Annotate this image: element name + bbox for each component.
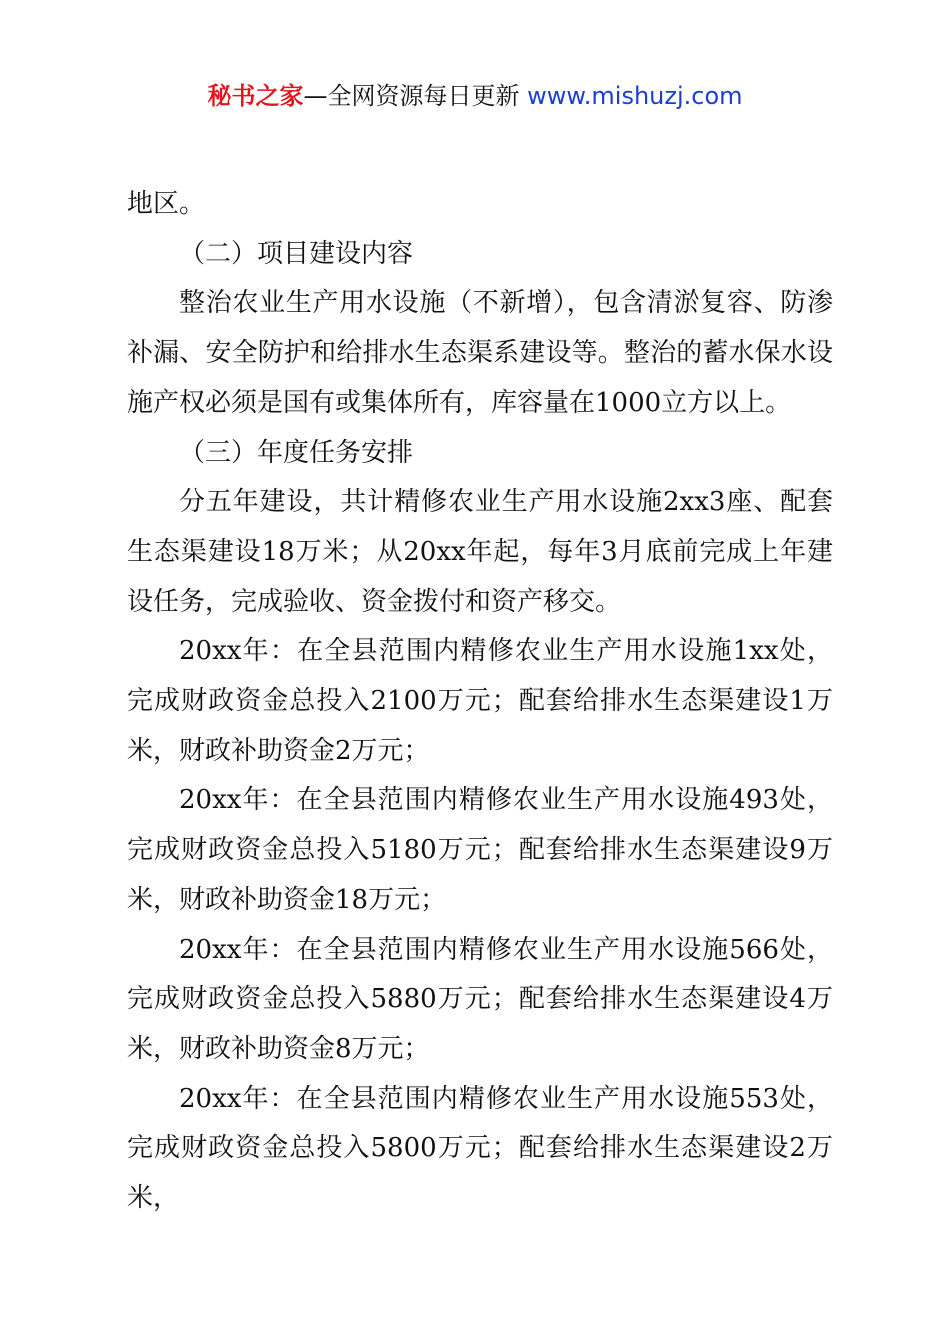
page-header — [0, 80, 950, 112]
paragraph-year-3: 20xx年：在全县范围内精修农业生产用水设施566处，完成财政资金总投入5880万元；配套给排水生态渠建设4万米，财政补助资金8万元； — [127, 934, 833, 1064]
document-body — [127, 180, 833, 1224]
paragraph-continuation: 地区。 — [127, 189, 206, 219]
paragraph-year-1: 20xx年：在全县范围内精修农业生产用水设施1xx处，完成财政资金总投入2100万元；配套给排水生态渠建设1万米，财政补助资金2万元； — [127, 636, 833, 766]
section-heading-annual-tasks: （三）年度任务安排 — [179, 437, 414, 468]
paragraph-project-content: 整治农业生产用水设施（不新增），包含清淤复容、防渗补漏、安全防护和给排水生态渠系建设等。整治的蓄水保水设施产权必须是国有或集体所有，库容量在1000立方以上。 — [127, 288, 833, 418]
header-tagline: —全网资源每日更新 — [303, 82, 520, 110]
paragraph-year-4: 20xx年：在全县范围内精修农业生产用水设施553处，完成财政资金总投入5800万元；配套给排水生态渠建设2万米， — [127, 1083, 833, 1214]
section-heading-project-content: （二）项目建设内容 — [179, 238, 414, 269]
paragraph-annual-overview: 分五年建设，共计精修农业生产用水设施2xx3座、配套生态渠建设18万米；从20xx年起，每年3月底前完成上年建设任务，完成验收、资金拨付和资产移交。 — [127, 487, 833, 617]
brand-name: 秘书之家 — [207, 82, 304, 110]
site-url[interactable]: www.mishuzj.com — [527, 82, 743, 110]
paragraph-year-2: 20xx年：在全县范围内精修农业生产用水设施493处，完成财政资金总投入5180万元；配套给排水生态渠建设9万米，财政补助资金18万元； — [127, 785, 833, 915]
